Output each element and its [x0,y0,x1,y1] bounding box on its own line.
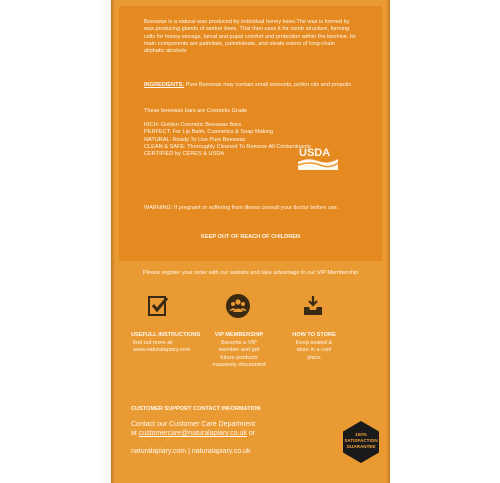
box-left-edge [111,0,115,483]
keep-out-text: KEEP OUT OF REACH OF CHILDREN [200,234,301,240]
support-suffix: or [248,430,256,437]
usda-logo-icon [296,144,340,172]
support-line-1: Contact our Customer Care Department [131,421,256,428]
feature-item: NATURAL: Ready To Use Pure Beeswax [144,136,246,143]
support-line-2 [131,429,341,438]
support-heading: CUSTOMER SUPPORT CONTACT INFORMATION [131,406,261,412]
svg-text:USDA: USDA [299,147,331,159]
product-box-back [111,0,390,483]
vip-text [208,340,270,369]
box-right-edge [386,0,390,483]
instructions-link[interactable]: www.naturalapiary.com [133,347,191,354]
instructions-line: find out more at: [133,340,174,346]
instructions-text [133,340,213,355]
support-email-link[interactable]: customercare@naturalapiary.co.uk [138,430,247,437]
feature-item: PERFECT: For Lip Balm, Cosmetics & Soap Making [144,129,274,136]
vip-line: massively discounted [212,361,266,368]
vip-title: VIP MEMBERSHIP [214,332,264,338]
website-links[interactable]: naturalapiary.com | naturalapiary.co.uk [131,448,251,455]
guarantee-badge-text: 100% SATISFACTION GUARANTEE [344,432,378,449]
ingredients-label: INGREDIENTS: [144,82,185,88]
vip-line: future products [220,354,258,361]
store-line: place [307,354,321,361]
warning-text: WARNING: If pregnant or suffering from illness consult your doctor before use. [144,205,339,211]
instructions-title: USEFULL INSTRUCTIONS [131,332,201,338]
ingredients-text: Pure Beeswax may contain small amounts, pollen oils and propolis. [185,82,353,88]
vip-line: member and get [218,347,260,354]
support-text [131,420,341,438]
grade-text: These beeswax bars are Cosmetic Grade [144,108,248,114]
support-prefix: at [131,430,137,437]
vip-line: Become a VIP [221,340,257,346]
register-banner: Please register your order with our website and take advantage to our VIP Membership [142,270,359,276]
store-line: store in a cool [296,347,332,354]
storage-tray-icon [301,294,325,318]
store-line: Keep sealed & [295,340,333,346]
box-shadow [100,0,111,483]
feature-item: RICH: Golden Cosmetic Beeswax Bars [144,122,241,128]
feature-item: CERTIFIED by CERES & USDA [144,151,225,158]
store-title: HOW TO STORE [292,332,336,338]
store-text [283,340,345,362]
ingredients-paragraph [144,82,356,89]
intro-text: Beeswax is a natural wax produced by individual honey bees.The wax is formed by wax producing glands of worker bees. That then uses it for comb structure, forming cells for honey-storage, larval and pupal comfort and protection within the beehive. Its main components are palmitate, palmitoleate, and oleate esters of long-chain aliphatic alcohols [144,19,356,55]
feature-item: CLEAN & SAFE: Thoroughly Cleaned To Remove All Contaminants [144,143,311,150]
group-icon [226,294,250,318]
checklist-icon [146,294,170,318]
